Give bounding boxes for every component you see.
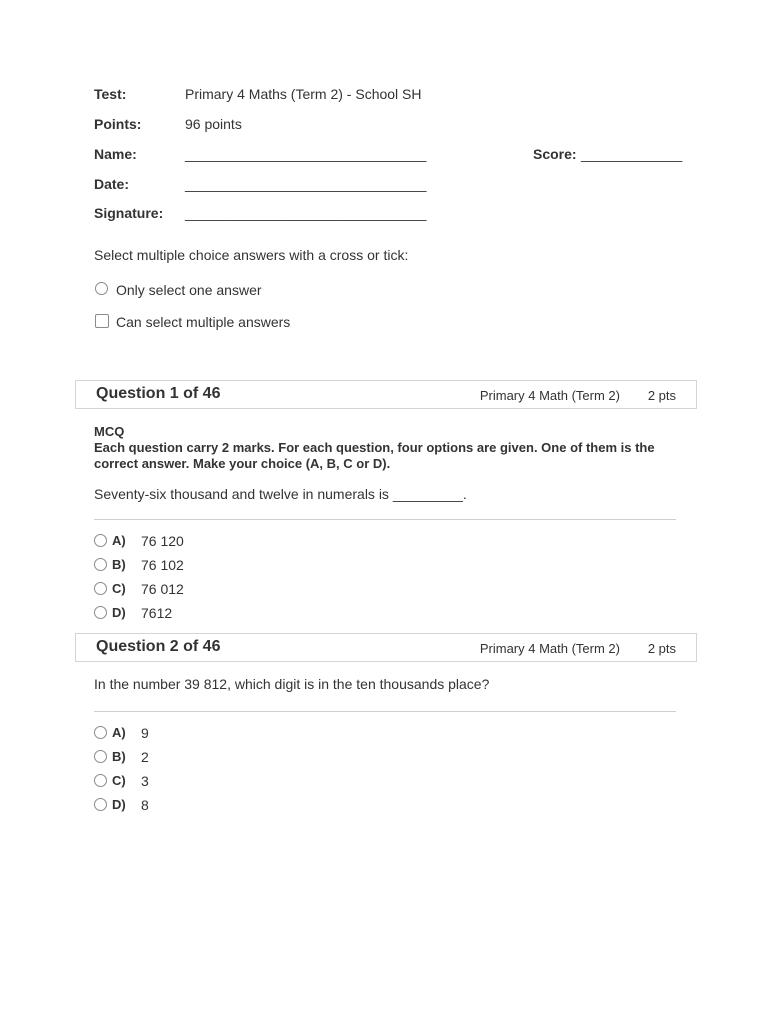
radio-button[interactable]	[94, 750, 107, 763]
question-1-option-b[interactable]	[94, 556, 394, 574]
name-field-blank: _______________________________	[185, 146, 427, 162]
option-text: 3	[141, 773, 149, 789]
question-subject: Primary 4 Math (Term 2)	[479, 641, 620, 656]
option-text: 9	[141, 725, 149, 741]
divider	[94, 519, 676, 520]
option-text: 8	[141, 797, 149, 813]
option-text: 76 120	[141, 533, 184, 549]
name-label: Name:	[94, 146, 137, 162]
radio-button[interactable]	[94, 558, 107, 571]
question-points: 2 pts	[647, 641, 676, 656]
question-2-option-a[interactable]	[94, 724, 394, 742]
test-label: Test:	[94, 86, 127, 102]
radio-icon	[95, 282, 108, 295]
radio-button[interactable]	[94, 606, 107, 619]
radio-button[interactable]	[94, 726, 107, 739]
checkbox-icon	[95, 314, 109, 328]
radio-button[interactable]	[94, 774, 107, 787]
question-1-option-d[interactable]	[94, 604, 394, 622]
legend-single-label: Only select one answer	[116, 282, 262, 298]
option-letter: B)	[112, 749, 126, 764]
legend-intro: Select multiple choice answers with a cross or tick:	[94, 247, 409, 263]
question-1-instruction-body: Each question carry 2 marks. For each question, four options are given. One of them is the correct answer. Make your choice (A, B, C or D).	[94, 440, 655, 471]
option-letter: C)	[112, 581, 126, 596]
option-letter: A)	[112, 533, 126, 548]
question-2-option-d[interactable]	[94, 796, 394, 814]
question-1-text: Seventy-six thousand and twelve in numerals is _________.	[94, 486, 467, 502]
points-label: Points:	[94, 116, 142, 132]
date-field-blank: _______________________________	[185, 176, 427, 192]
question-1-option-a[interactable]	[94, 532, 394, 550]
option-text: 7612	[141, 605, 173, 621]
radio-button[interactable]	[94, 798, 107, 811]
question-title: Question 1 of 46	[96, 385, 221, 402]
question-2-text: In the number 39 812, which digit is in the ten thousands place?	[94, 676, 490, 692]
signature-field-blank: _______________________________	[185, 205, 427, 221]
date-label: Date:	[94, 176, 130, 192]
score-label: Score:	[533, 146, 577, 162]
signature-label: Signature:	[94, 205, 164, 221]
question-1-instruction-title: MCQ	[94, 424, 125, 439]
option-text: 76 102	[141, 557, 184, 573]
question-2-header	[75, 633, 697, 662]
divider	[94, 711, 676, 712]
option-letter: A)	[112, 725, 126, 740]
question-2-option-b[interactable]	[94, 748, 394, 766]
test-value: Primary 4 Maths (Term 2) - School SH	[185, 86, 422, 102]
question-1-option-c[interactable]	[94, 580, 394, 598]
question-title: Question 2 of 46	[96, 638, 221, 655]
question-2-option-c[interactable]	[94, 772, 394, 790]
option-text: 76 012	[141, 581, 184, 597]
radio-button[interactable]	[94, 534, 107, 547]
option-text: 2	[141, 749, 149, 765]
question-1-header	[75, 380, 697, 409]
points-value: 96 points	[185, 116, 242, 132]
score-field-blank: _____________	[581, 146, 683, 162]
radio-button[interactable]	[94, 582, 107, 595]
question-points: 2 pts	[647, 388, 676, 403]
option-letter: B)	[112, 557, 126, 572]
option-letter: D)	[112, 605, 126, 620]
legend-multiple-label: Can select multiple answers	[116, 314, 291, 330]
option-letter: D)	[112, 797, 126, 812]
question-subject: Primary 4 Math (Term 2)	[479, 388, 620, 403]
option-letter: C)	[112, 773, 126, 788]
